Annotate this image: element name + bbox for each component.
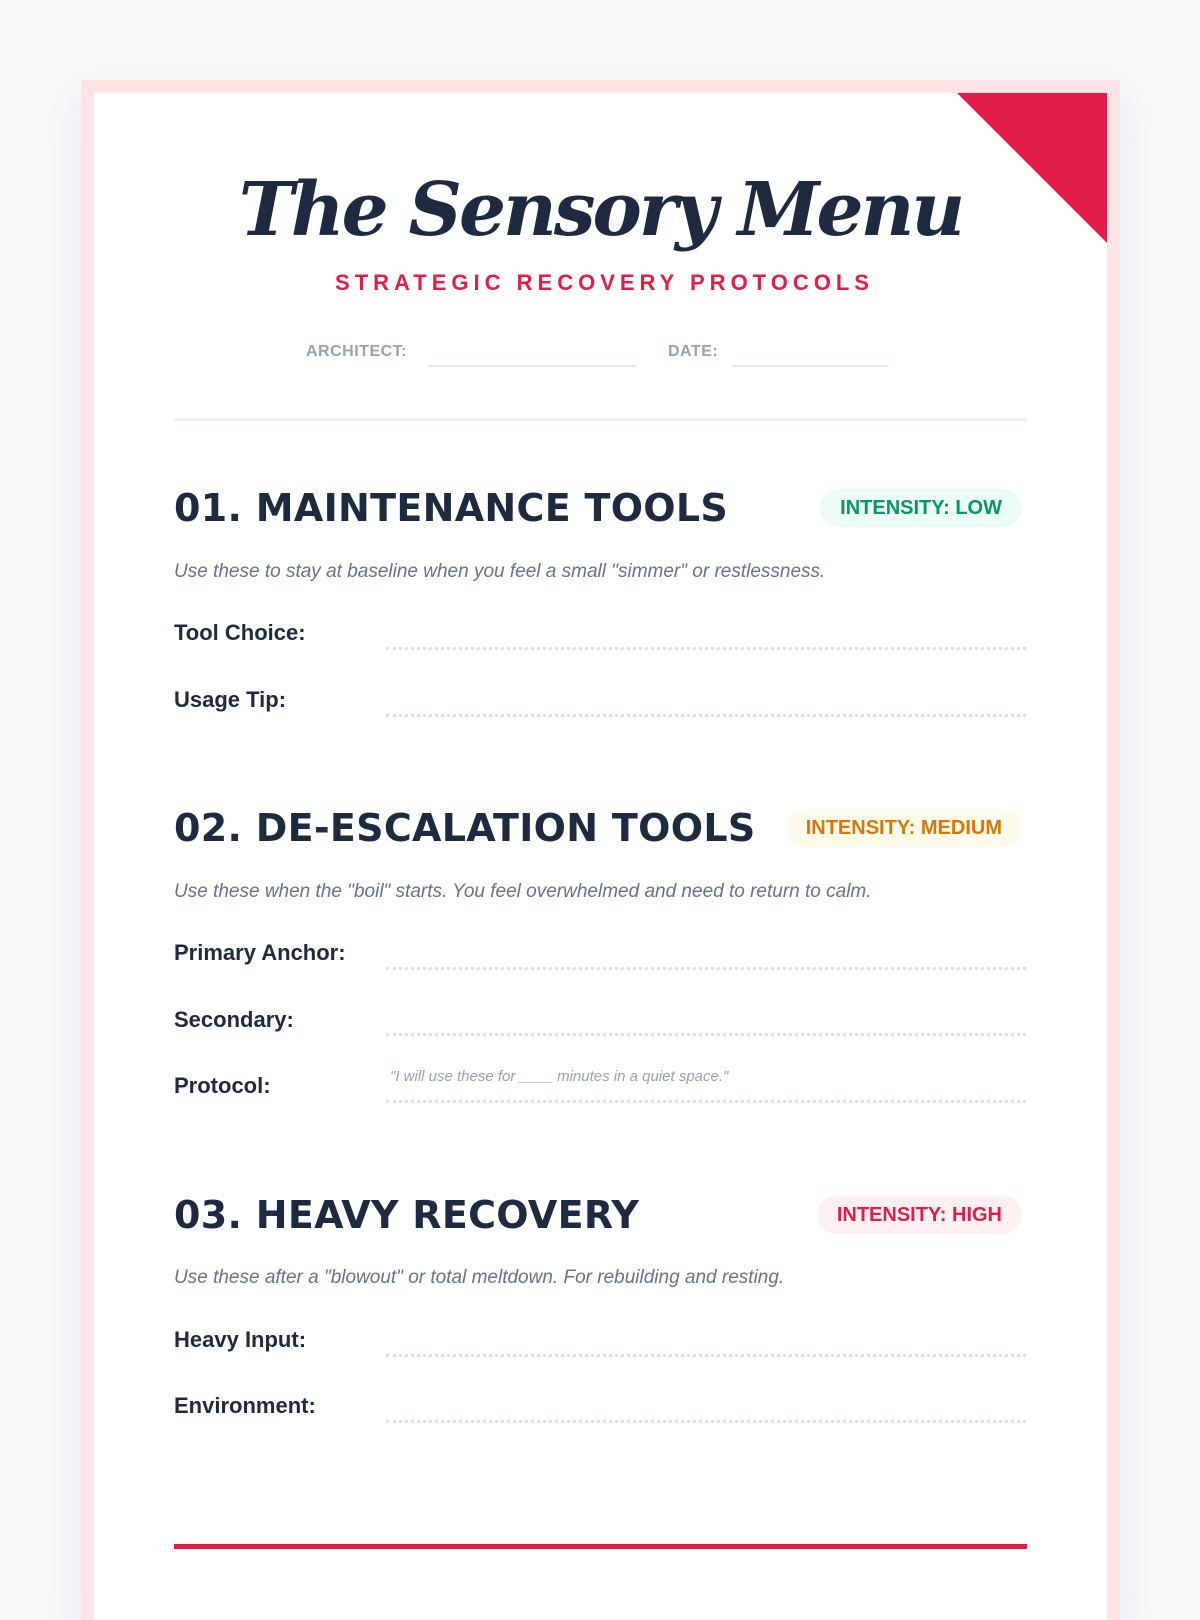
worksheet-frame: [81, 80, 1120, 1620]
field-input-tool-choice[interactable]: [386, 647, 1026, 650]
section-title-de-escalation: 02. DE-ESCALATION TOOLS: [174, 806, 756, 850]
section-description-de-escalation: Use these when the "boil" starts. You feel overwhelmed and need to return to calm.: [174, 881, 872, 902]
field-label-protocol: Protocol:: [174, 1073, 271, 1098]
section-title-maintenance: 01. MAINTENANCE TOOLS: [174, 486, 729, 530]
worksheet-sheet: [94, 93, 1107, 1620]
section-description-maintenance: Use these to stay at baseline when you feel a small "simmer" or restlessness.: [174, 561, 826, 582]
architect-field[interactable]: [428, 365, 636, 367]
page-title: The Sensory Menu: [238, 167, 963, 253]
date-label: DATE:: [668, 343, 719, 360]
section-description-heavy-recovery: Use these after a "blowout" or total meltdown. For rebuilding and resting.: [174, 1267, 785, 1288]
meta-row: [94, 343, 1107, 367]
field-input-primary-anchor[interactable]: [386, 967, 1026, 970]
field-input-environment[interactable]: [386, 1420, 1026, 1423]
field-input-protocol[interactable]: [386, 1100, 1026, 1103]
intensity-badge-high: INTENSITY: HIGH: [817, 1196, 1022, 1234]
field-input-usage-tip[interactable]: [386, 714, 1026, 717]
architect-label: ARCHITECT:: [306, 343, 407, 360]
page-subtitle: STRATEGIC RECOVERY PROTOCOLS: [335, 270, 874, 295]
intensity-badge-low: INTENSITY: LOW: [820, 489, 1022, 527]
section-title-heavy-recovery: 03. HEAVY RECOVERY: [174, 1193, 640, 1237]
field-label-primary-anchor: Primary Anchor:: [174, 940, 346, 965]
field-input-heavy-input[interactable]: [386, 1354, 1026, 1357]
field-label-secondary: Secondary:: [174, 1007, 294, 1032]
intensity-badge-medium: INTENSITY: MEDIUM: [786, 809, 1022, 847]
protocol-hint: "I will use these for ____ minutes in a quiet space.": [390, 1068, 729, 1085]
field-input-secondary[interactable]: [386, 1033, 1026, 1036]
field-label-usage-tip: Usage Tip:: [174, 687, 287, 712]
header-divider: [174, 418, 1027, 421]
date-field[interactable]: [732, 365, 888, 367]
field-label-tool-choice: Tool Choice:: [174, 620, 306, 645]
footer-divider: [174, 1544, 1027, 1549]
field-label-heavy-input: Heavy Input:: [174, 1327, 307, 1352]
field-label-environment: Environment:: [174, 1393, 316, 1418]
